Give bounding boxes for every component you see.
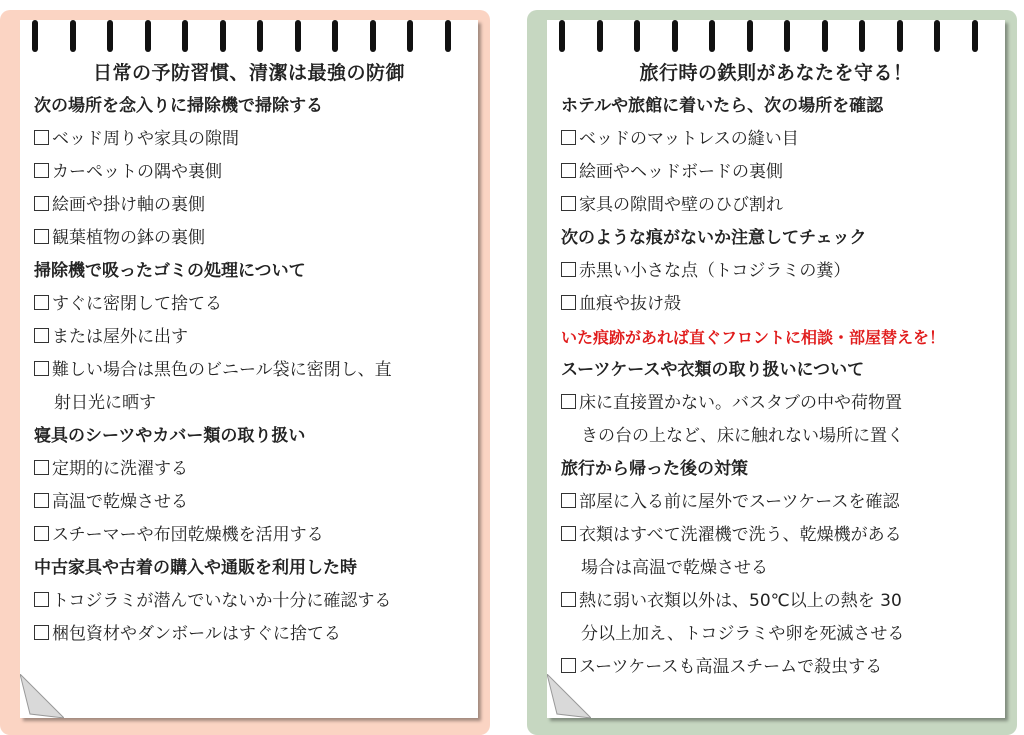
- spiral-coil: [709, 20, 715, 52]
- row-text: 血痕や抜け殻: [579, 294, 681, 314]
- checklist-item: [561, 585, 995, 618]
- row-text: 射日光に晒す: [54, 393, 156, 413]
- right-notebook-card: [547, 20, 1005, 718]
- checklist-item: [34, 486, 468, 519]
- checklist-item: [561, 123, 995, 156]
- checklist-item: [34, 354, 468, 387]
- checkbox-icon: [561, 196, 576, 211]
- spiral-coil: [672, 20, 678, 52]
- checkbox-icon: [34, 526, 49, 541]
- checkbox-icon: [561, 130, 576, 145]
- row-text: 床に直接置かない。バスタブの中や荷物置: [579, 393, 902, 413]
- spiral-coil: [822, 20, 828, 52]
- row-text: 熱に弱い衣類以外は、50℃以上の熱を 30: [579, 591, 902, 611]
- checklist-item: [561, 156, 995, 189]
- checkbox-icon: [34, 328, 49, 343]
- checkbox-icon: [561, 493, 576, 508]
- spiral-coil: [972, 20, 978, 52]
- checklist-item: [34, 222, 468, 255]
- row-text: 次のような痕がないか注意してチェック: [561, 228, 867, 248]
- row-text: 部屋に入る前に屋外でスーツケースを確認: [579, 492, 900, 512]
- right-card-title: 旅行時の鉄則があなたを守る！: [639, 62, 913, 84]
- row-text: 寝具のシーツやカバー類の取り扱い: [34, 426, 306, 446]
- checkbox-icon: [34, 196, 49, 211]
- row-text: 絵画やヘッドボードの裏側: [579, 162, 783, 182]
- row-text: 衣類はすべて洗濯機で洗う、乾燥機がある: [579, 525, 902, 545]
- spiral-binding: [547, 20, 1005, 58]
- alert-text: [561, 321, 995, 354]
- checkbox-icon: [34, 295, 49, 310]
- checklist-item: [561, 519, 995, 552]
- spiral-coil: [295, 20, 301, 52]
- checklist-item: [561, 387, 995, 420]
- checklist-item: [34, 453, 468, 486]
- checklist-item: [34, 618, 468, 651]
- row-text: 定期的に洗濯する: [52, 459, 188, 479]
- row-text: スーツケースも高温スチームで殺虫する: [579, 657, 883, 677]
- row-text: 梱包資材やダンボールはすぐに捨てる: [52, 624, 341, 644]
- row-text: スーツケースや衣類の取り扱いについて: [561, 360, 865, 380]
- checkbox-icon: [34, 460, 49, 475]
- checklist-item: [561, 189, 995, 222]
- spiral-coil: [220, 20, 226, 52]
- row-text: トコジラミが潜んでいないか十分に確認する: [52, 591, 392, 611]
- spiral-coil: [559, 20, 565, 52]
- spiral-binding: [20, 20, 478, 58]
- spiral-coil: [370, 20, 376, 52]
- checkbox-icon: [34, 592, 49, 607]
- checkbox-icon: [561, 592, 576, 607]
- spiral-coil: [107, 20, 113, 52]
- page-curl-icon: [20, 674, 64, 718]
- checklist-item: [34, 156, 468, 189]
- page-curl-icon: [547, 674, 591, 718]
- spiral-coil: [859, 20, 865, 52]
- row-text: 次の場所を念入りに掃除機で掃除する: [34, 96, 323, 116]
- spiral-coil: [597, 20, 603, 52]
- row-text: または屋外に出す: [52, 327, 188, 347]
- section-heading: [34, 255, 468, 288]
- spiral-coil: [257, 20, 263, 52]
- spiral-coil: [332, 20, 338, 52]
- row-text: ホテルや旅館に着いたら、次の場所を確認: [561, 96, 884, 116]
- row-text: 場合は高温で乾燥させる: [581, 558, 768, 578]
- left-checklist: [34, 90, 468, 651]
- spiral-coil: [70, 20, 76, 52]
- row-text: いた痕跡があれば直ぐフロントに相談・部屋替えを！: [561, 328, 946, 347]
- checkbox-icon: [34, 130, 49, 145]
- spiral-coil: [145, 20, 151, 52]
- checklist-item: [561, 255, 995, 288]
- spiral-coil: [445, 20, 451, 52]
- checkbox-icon: [561, 526, 576, 541]
- row-text: 観葉植物の鉢の裏側: [52, 228, 205, 248]
- checklist-item: [34, 123, 468, 156]
- checklist-item-continuation: [561, 420, 995, 453]
- spiral-coil: [634, 20, 640, 52]
- checklist-item: [34, 189, 468, 222]
- row-text: 高温で乾燥させる: [52, 492, 188, 512]
- spiral-coil: [747, 20, 753, 52]
- spiral-coil: [784, 20, 790, 52]
- right-panel: [527, 10, 1017, 735]
- left-notebook-card: [20, 20, 478, 718]
- checklist-item: [561, 486, 995, 519]
- section-heading: [561, 453, 995, 486]
- row-text: ベッド周りや家具の隙間: [52, 129, 239, 149]
- row-text: 中古家具や古着の購入や通販を利用した時: [34, 558, 357, 578]
- section-heading: [34, 552, 468, 585]
- checkbox-icon: [561, 163, 576, 178]
- checklist-item: [34, 585, 468, 618]
- checkbox-icon: [561, 658, 576, 673]
- row-text: きの台の上など、床に触れない場所に置く: [581, 426, 904, 446]
- section-heading: [561, 354, 995, 387]
- checkbox-icon: [561, 394, 576, 409]
- section-heading: [561, 222, 995, 255]
- row-text: 絵画や掛け軸の裏側: [52, 195, 205, 215]
- row-text: 家具の隙間や壁のひび割れ: [579, 195, 783, 215]
- left-panel: [0, 10, 490, 735]
- checklist-item-continuation: [34, 387, 468, 420]
- left-card-title: 日常の予防習慣、清潔は最強の防御: [92, 62, 405, 84]
- checklist-item: [561, 288, 995, 321]
- section-heading: [34, 420, 468, 453]
- checkbox-icon: [561, 295, 576, 310]
- row-text: スチーマーや布団乾燥機を活用する: [52, 525, 324, 545]
- row-text: 難しい場合は黒色のビニール袋に密閉し、直: [52, 360, 392, 380]
- row-text: 旅行から帰った後の対策: [561, 459, 748, 479]
- checklist-item-continuation: [561, 618, 995, 651]
- checklist-item-continuation: [561, 552, 995, 585]
- spiral-coil: [407, 20, 413, 52]
- checkbox-icon: [34, 163, 49, 178]
- row-text: ベッドのマットレスの縫い目: [579, 129, 799, 149]
- row-text: 掃除機で吸ったゴミの処理について: [34, 261, 306, 281]
- checklist-item: [34, 519, 468, 552]
- row-text: すぐに密閉して捨てる: [52, 294, 222, 314]
- section-heading: [34, 90, 468, 123]
- spiral-coil: [32, 20, 38, 52]
- checklist-item: [34, 321, 468, 354]
- checkbox-icon: [34, 229, 49, 244]
- checkbox-icon: [34, 625, 49, 640]
- checkbox-icon: [34, 361, 49, 376]
- row-text: 赤黒い小さな点（トコジラミの糞）: [579, 261, 851, 281]
- spiral-coil: [934, 20, 940, 52]
- row-text: 分以上加え、トコジラミや卵を死滅させる: [581, 624, 905, 644]
- checkbox-icon: [34, 493, 49, 508]
- checklist-item: [34, 288, 468, 321]
- row-text: カーペットの隅や裏側: [52, 162, 222, 182]
- section-heading: [561, 90, 995, 123]
- spiral-coil: [897, 20, 903, 52]
- spiral-coil: [182, 20, 188, 52]
- checklist-item: [561, 651, 995, 684]
- checkbox-icon: [561, 262, 576, 277]
- right-checklist: [561, 90, 995, 684]
